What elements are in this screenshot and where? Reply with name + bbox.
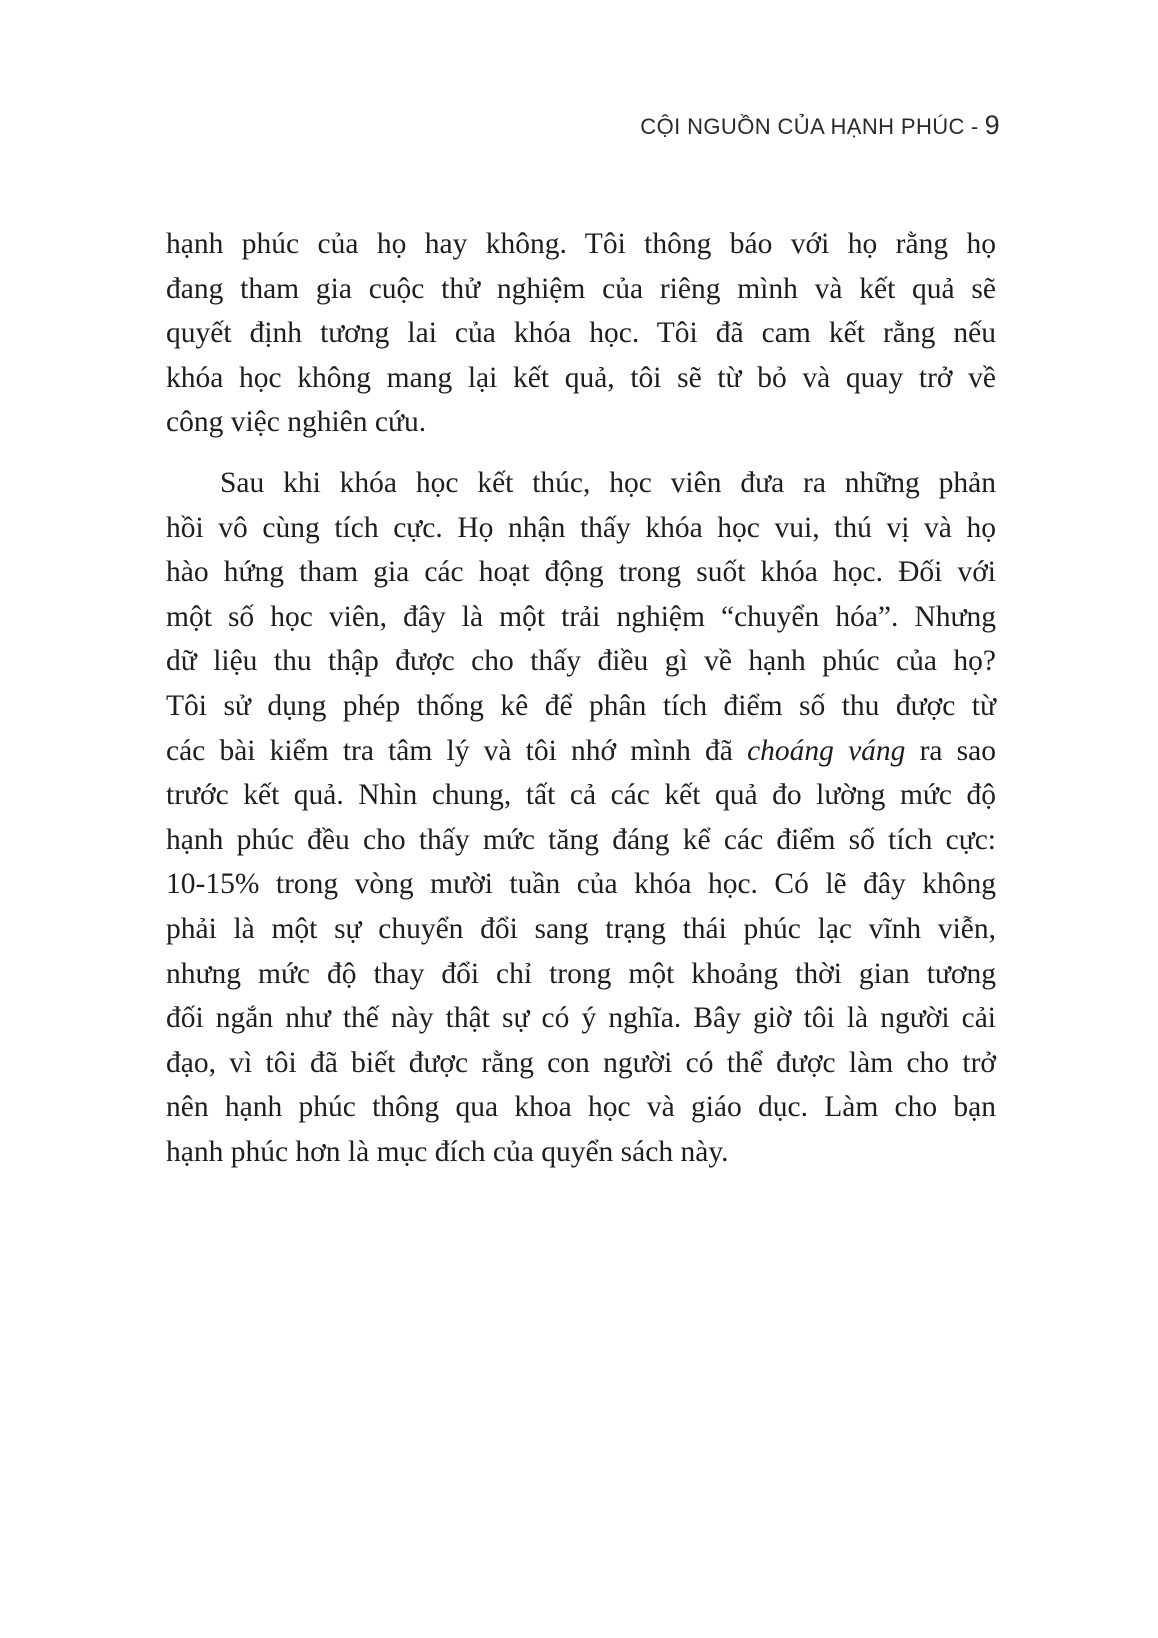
paragraph-2 [166,461,996,1175]
text-line: hạnh phúc của họ hay không. Tôi thông báo với họ rằng họ [166,228,996,260]
text-line: dữ liệu thu thập được cho thấy điều gì về hạnh phúc của họ? [166,645,996,678]
text-line: đang tham gia cuộc thử nghiệm của riêng mình và kết quả sẽ [166,272,996,305]
paragraph-spacing [166,445,996,461]
text-line: đạo, vì tôi đã biết được rằng con người có thể được làm cho trở [166,1046,996,1079]
text-line: hạnh phúc đều cho thấy mức tăng đáng kể các điểm số tích cực: [166,823,996,856]
header-separator: - [970,114,979,139]
page-number: 9 [984,110,1000,140]
text-before-emphasis: các bài kiểm tra tâm lý và tôi nhớ mình đã [166,734,748,767]
text-line: Sau khi khóa học kết thúc, học viên đưa ra những phản [220,466,996,499]
text-line: hạnh phúc hơn là mục đích của quyển sách này. [166,1135,729,1168]
text-line: khóa học không mang lại kết quả, tôi sẽ từ bỏ và quay trở về [166,361,996,394]
paragraph-1 [166,222,996,445]
text-line: quyết định tương lai của khóa học. Tôi đã cam kết rằng nếu [166,317,996,350]
text-line: hồi vô cùng tích cực. Họ nhận thấy khóa học vui, thú vị và họ [166,511,996,544]
text-line-with-emphasis [166,729,996,774]
text-line: trước kết quả. Nhìn chung, tất cả các kết quả đo lường mức độ [166,779,996,812]
text-line: 10-15% trong vòng mười tuần của khóa học. Có lẽ đây không [166,868,996,901]
text-line: công việc nghiên cứu. [166,406,427,439]
text-after-emphasis: ra sao [905,734,997,767]
running-title: CỘI NGUỒN CỦA HẠNH PHÚC [640,114,965,139]
text-line: đối ngắn như thế này thật sự có ý nghĩa. Bây giờ tôi là người cải [166,1002,996,1035]
emphasized-text: choáng váng [747,734,906,767]
text-line: hào hứng tham gia các hoạt động trong suốt khóa học. Đối với [166,556,996,589]
text-line: nên hạnh phúc thông qua khoa học và giáo dục. Làm cho bạn [166,1091,996,1124]
text-line: phải là một sự chuyển đổi sang trạng thái phúc lạc vĩnh viễn, [166,912,996,945]
running-header [640,110,1000,141]
text-line: nhưng mức độ thay đổi chỉ trong một khoảng thời gian tương [166,957,996,990]
body-text [166,222,996,1174]
text-line: Tôi sử dụng phép thống kê để phân tích điểm số thu được từ [166,689,996,722]
text-line: một số học viên, đây là một trải nghiệm “chuyển hóa”. Nhưng [166,600,996,633]
